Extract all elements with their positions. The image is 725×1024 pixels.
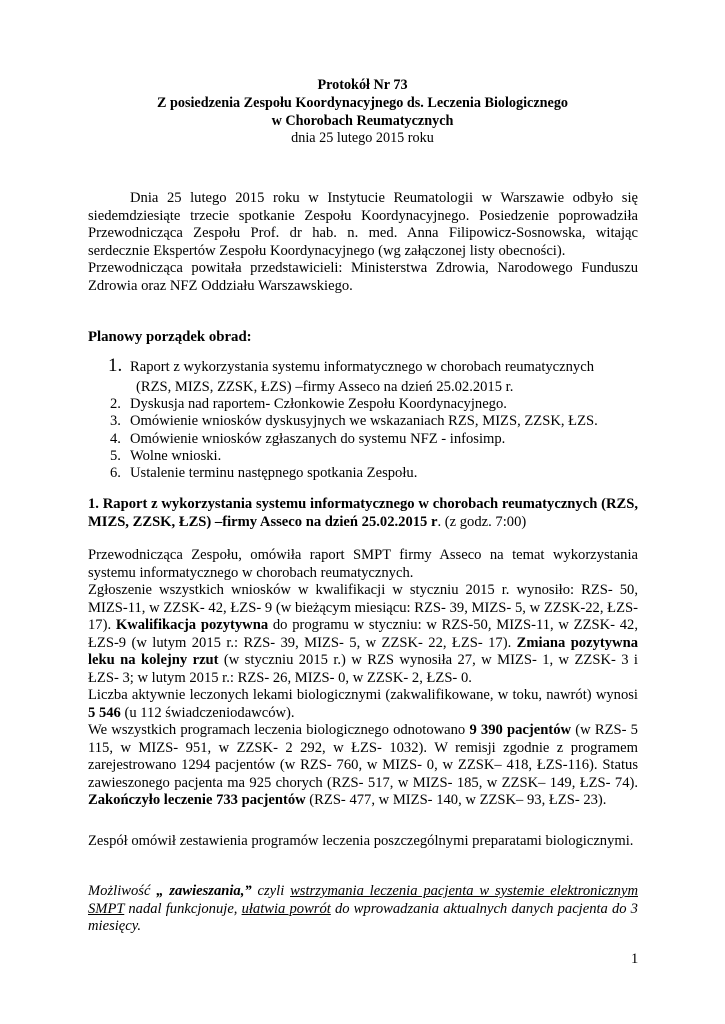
section-1-paragraph: Zgłoszenie wszystkich wniosków w kwalifikacji w styczniu 2015 r. wynosiło: RZS- 50, MIZS-11, w ZZSK- 42, ŁZS- 9 (w bieżącym miesiącu: RZS- 39, MIZS- 5, w ZZSK-22, ŁZS-17). Kwalifikacja pozytywna do programu w styczniu: w RZS-50, MIZS-11, w ZZSK- 42, ŁZS-9 (w lutym 2015 r.: RZS- 39, MIZS- 5, w ZZSK- 22, ŁZS- 17). Zmiana pozytywna leku na kolejny rzut (w styczniu 2015 r.) w RZS wynosiła 27, w MIZS- 1, w ZZSK- 3 i ŁZS- 3; w lutym 2015 r.: RZS- 26, MIZS- 0, w ZZSK- 2, ŁZS- 0.	[88, 582, 638, 686]
meeting-date: dnia 25 lutego 2015 roku	[291, 130, 434, 147]
section-1-body	[88, 547, 638, 810]
section-1-paragraph: Przewodnicząca Zespołu, omówiła raport SMPT firmy Asseco na temat wykorzystania systemu informatycznego w chorobach reumatycznych.	[88, 547, 638, 581]
meeting-name-cont: w Chorobach Reumatycznych	[271, 112, 454, 129]
section-1-heading: 1. Raport z wykorzystania systemu informatycznego w chorobach reumatycznych (RZS, MIZS, ZZSK, ŁZS) –firmy Asseco na dzień 25.02.2015 r. (z godz. 7:00)	[88, 496, 638, 530]
agenda-item: 5. Wolne wnioski.	[110, 447, 222, 464]
page-number: 1	[631, 951, 639, 967]
agenda-list	[88, 355, 648, 482]
agenda-item: 6. Ustalenie terminu następnego spotkania Zespołu.	[110, 464, 418, 481]
suspension-note: Możliwość „ zawieszania,” czyli wstrzymania leczenia pacjenta w systemie elektronicznym SMPT nadal funkcjonuje, ułatwia powrót do wprowadzania aktualnych danych pacjenta do 3 miesięcy.	[88, 883, 638, 934]
intro-paragraph-2: Przewodnicząca powitała przedstawicieli: Ministerstwa Zdrowia, Narodowego Funduszu Zdrowia oraz NFZ Oddziału Warszawskiego.	[88, 260, 638, 294]
document-title-block	[88, 77, 637, 148]
agenda-item: 2. Dyskusja nad raportem- Członkowie Zespołu Koordynacyjnego.	[110, 396, 507, 413]
agenda-item-cont: (RZS, MIZS, ZZSK, ŁZS) –firmy Asseco na dzień 25.02.2015 r.	[136, 379, 514, 395]
section-1-paragraph: We wszystkich programach leczenia biologicznego odnotowano 9 390 pacjentów (w RZS- 5 115, w MIZS- 951, w ZZSK- 2 292, w ŁZS- 1032). W remisji zgodnie z programem zarejestrowano 1294 pacjentów (w RZS- 760, w MIZS- 0, w ZZSK– 418, ŁZS-116). Status zawieszonego pacjenta ma 925 chorych (RZS- 517, w MIZS- 185, w ZZSK– 149, ŁZS- 74). Zakończyło leczenie 733 pacjentów (RZS- 477, w MIZS- 140, w ZZSK– 93, ŁZS- 23).	[88, 722, 638, 808]
section-1-paragraph: Liczba aktywnie leczonych lekami biologicznymi (zakwalifikowane, w toku, nawrót) wynosi 5 546 (u 112 świadczeniodawców).	[88, 687, 638, 721]
agenda-item: 1. Raport z wykorzystania systemu informatycznego w chorobach reumatycznych	[108, 355, 594, 376]
agenda-item: 4. Omówienie wniosków zgłaszanych do systemu NFZ - infosimp.	[110, 430, 506, 447]
intro-paragraph: Dnia 25 lutego 2015 roku w Instytucie Reumatologii w Warszawie odbyło się siedemdziesiąte trzecie spotkanie Zespołu Koordynacyjnego. Posiedzenie poprowadziła Przewodnicząca Zespołu Prof. dr hab. n. med. Anna Filipowicz-Sosnowska, witając serdecznie Ekspertów Zespołu Koordynacyjnego (wg załączonej listy obecności). Przewodnicząca powitała przedstawicieli: Ministerstwa Zdrowia, Narodowego Funduszu Zdrowia oraz NFZ Oddziału Warszawskiego.	[88, 190, 638, 294]
agenda-heading: Planowy porządek obrad:	[88, 329, 252, 345]
agenda-item: 3. Omówienie wniosków dyskusyjnych we wskazaniach RZS, MIZS, ZZSK, ŁZS.	[110, 413, 598, 430]
meeting-name: Z posiedzenia Zespołu Koordynacyjnego ds. Leczenia Biologicznego	[156, 94, 569, 111]
protocol-number: Protokół Nr 73	[317, 77, 408, 93]
section-1-summary: Zespół omówił zestawienia programów leczenia poszczególnymi preparatami biologicznymi.	[88, 833, 634, 849]
